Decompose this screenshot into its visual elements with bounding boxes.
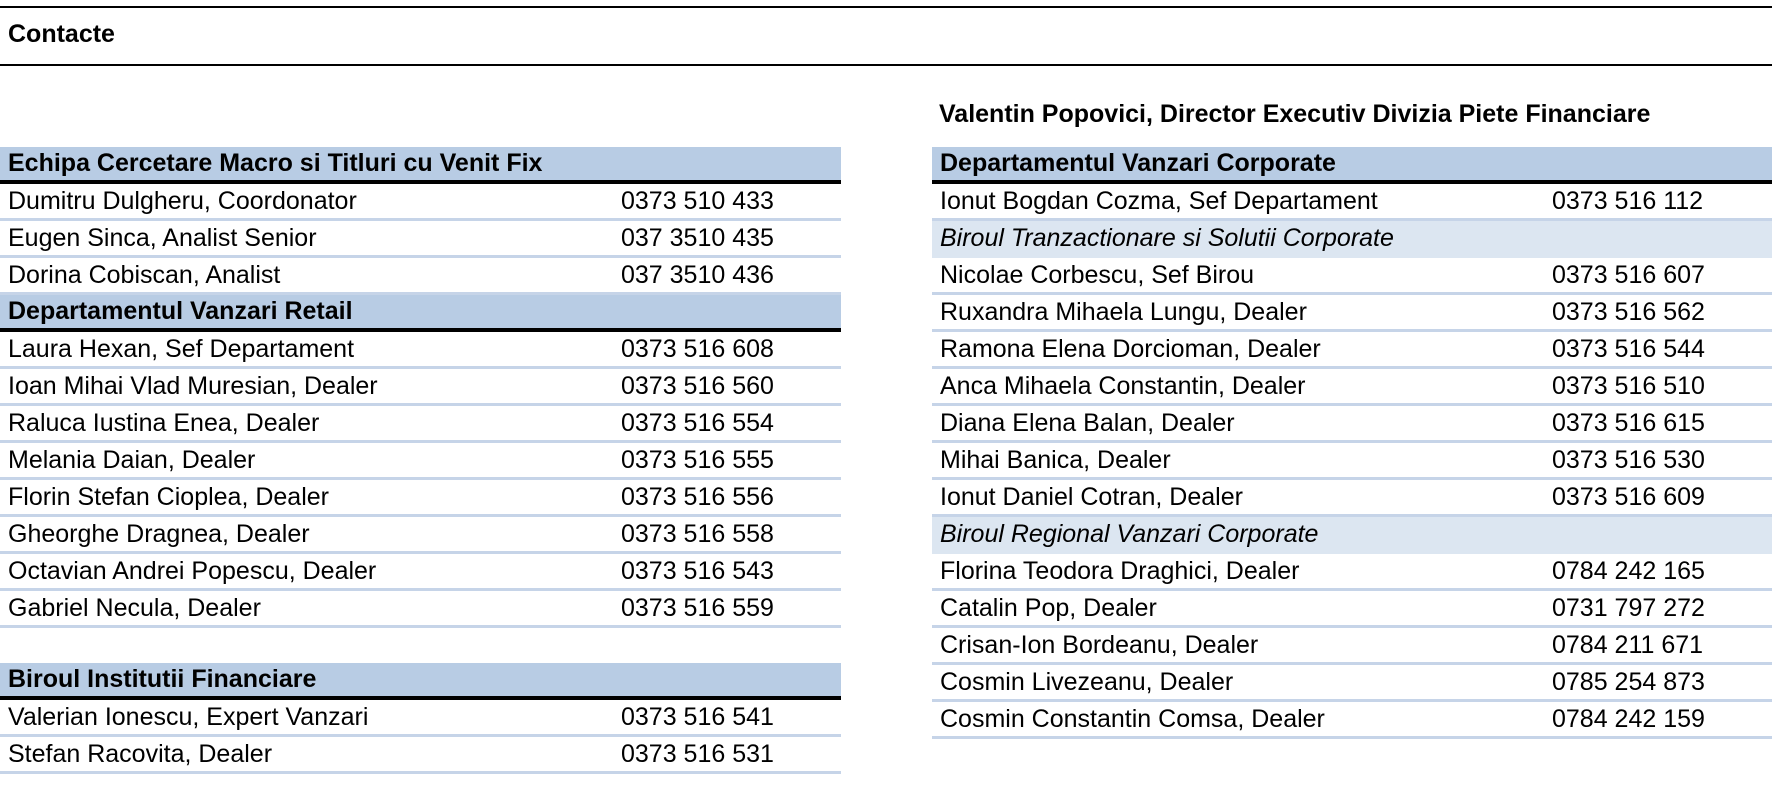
contact-phone: 0373 516 543 <box>621 557 774 585</box>
contact-name: Anca Mihaela Constantin, Dealer <box>940 372 1306 400</box>
contact-phone: 037 3510 436 <box>621 261 774 289</box>
contact-row <box>932 332 1772 369</box>
contact-row <box>0 737 841 774</box>
contact-name: Nicolae Corbescu, Sef Birou <box>940 261 1255 289</box>
contact-phone: 0373 516 555 <box>621 446 774 474</box>
director-heading: Valentin Popovici, Director Executiv Divizia Piete Financiare <box>939 100 1651 128</box>
contact-row <box>932 406 1772 443</box>
contact-row <box>0 406 841 443</box>
contact-row <box>0 184 841 221</box>
contact-phone: 0784 242 165 <box>1552 557 1705 585</box>
contact-name: Diana Elena Balan, Dealer <box>940 409 1235 437</box>
contact-phone: 0373 516 554 <box>621 409 774 437</box>
contact-name: Dorina Cobiscan, Analist <box>8 261 281 289</box>
contact-name: Gabriel Necula, Dealer <box>8 594 261 622</box>
contact-row <box>0 369 841 406</box>
page-title: Contacte <box>8 20 115 48</box>
contact-name: Stefan Racovita, Dealer <box>8 740 273 768</box>
section-header <box>932 147 1772 184</box>
contact-phone: 0373 516 615 <box>1552 409 1705 437</box>
page-title-bar <box>0 6 1772 66</box>
contact-name: Cosmin Constantin Comsa, Dealer <box>940 705 1325 733</box>
contact-phone: 0373 516 560 <box>621 372 774 400</box>
contact-name: Dumitru Dulgheru, Coordonator <box>8 187 357 215</box>
contact-name: Ionut Daniel Cotran, Dealer <box>940 483 1243 511</box>
section-header <box>0 663 841 700</box>
contact-phone: 0373 516 559 <box>621 594 774 622</box>
section-title: Biroul Regional Vanzari Corporate <box>940 520 1319 548</box>
section-title: Departamentul Vanzari Retail <box>8 297 353 325</box>
contact-phone: 0373 516 544 <box>1552 335 1705 363</box>
contact-name: Ramona Elena Dorcioman, Dealer <box>940 335 1321 363</box>
contact-row <box>932 480 1772 517</box>
contact-row <box>0 443 841 480</box>
contact-name: Ionut Bogdan Cozma, Sef Departament <box>940 187 1378 215</box>
contact-name: Laura Hexan, Sef Departament <box>8 335 355 363</box>
contact-phone: 0373 516 541 <box>621 703 774 731</box>
contact-phone: 0373 516 558 <box>621 520 774 548</box>
subsection-header <box>932 221 1772 258</box>
contact-name: Cosmin Livezeanu, Dealer <box>940 668 1234 696</box>
contact-name: Octavian Andrei Popescu, Dealer <box>8 557 377 585</box>
contact-phone: 037 3510 435 <box>621 224 774 252</box>
contact-phone: 0731 797 272 <box>1552 594 1705 622</box>
contact-row <box>0 700 841 737</box>
section-title: Biroul Institutii Financiare <box>8 665 317 693</box>
contact-row <box>932 665 1772 702</box>
contact-phone: 0373 516 609 <box>1552 483 1705 511</box>
contact-name: Crisan-Ion Bordeanu, Dealer <box>940 631 1259 659</box>
contact-phone: 0784 211 671 <box>1552 631 1704 659</box>
contact-row <box>0 517 841 554</box>
contact-phone: 0373 516 556 <box>621 483 774 511</box>
section-header <box>0 147 841 184</box>
contact-row <box>932 369 1772 406</box>
right-contact-table <box>932 147 1772 739</box>
contact-phone: 0785 254 873 <box>1552 668 1705 696</box>
section-title: Biroul Tranzactionare si Solutii Corporate <box>940 224 1394 252</box>
contact-row <box>0 480 841 517</box>
section-title: Echipa Cercetare Macro si Titluri cu Venit Fix <box>8 149 543 177</box>
section-header <box>0 295 841 332</box>
contact-row <box>932 591 1772 628</box>
contact-name: Mihai Banica, Dealer <box>940 446 1171 474</box>
contact-name: Valerian Ionescu, Expert Vanzari <box>8 703 369 731</box>
contact-row <box>0 332 841 369</box>
contact-row <box>0 591 841 628</box>
contact-name: Ruxandra Mihaela Lungu, Dealer <box>940 298 1307 326</box>
contact-phone: 0373 516 531 <box>621 740 774 768</box>
contact-name: Florina Teodora Draghici, Dealer <box>940 557 1300 585</box>
contact-phone: 0373 516 608 <box>621 335 774 363</box>
contact-row <box>932 295 1772 332</box>
contact-phone: 0373 516 530 <box>1552 446 1705 474</box>
contact-row <box>0 554 841 591</box>
contact-name: Ioan Mihai Vlad Muresian, Dealer <box>8 372 378 400</box>
contact-name: Gheorghe Dragnea, Dealer <box>8 520 310 548</box>
contact-row <box>932 702 1772 739</box>
contact-row <box>932 554 1772 591</box>
left-contact-table <box>0 147 841 774</box>
contact-name: Melania Daian, Dealer <box>8 446 256 474</box>
contact-phone: 0373 516 562 <box>1552 298 1705 326</box>
contact-phone: 0373 510 433 <box>621 187 774 215</box>
contact-phone: 0784 242 159 <box>1552 705 1705 733</box>
contact-phone: 0373 516 510 <box>1552 372 1705 400</box>
contact-name: Florin Stefan Cioplea, Dealer <box>8 483 329 511</box>
section-title: Departamentul Vanzari Corporate <box>940 149 1336 177</box>
contact-row <box>932 258 1772 295</box>
contact-name: Catalin Pop, Dealer <box>940 594 1157 622</box>
contact-row <box>932 443 1772 480</box>
contact-phone: 0373 516 607 <box>1552 261 1705 289</box>
contact-phone: 0373 516 112 <box>1552 187 1704 215</box>
contact-name: Eugen Sinca, Analist Senior <box>8 224 317 252</box>
contact-name: Raluca Iustina Enea, Dealer <box>8 409 320 437</box>
contact-row <box>0 258 841 295</box>
contact-row <box>0 221 841 258</box>
contact-row <box>932 184 1772 221</box>
subsection-header <box>932 517 1772 554</box>
spacer-row <box>0 628 841 663</box>
contact-row <box>932 628 1772 665</box>
